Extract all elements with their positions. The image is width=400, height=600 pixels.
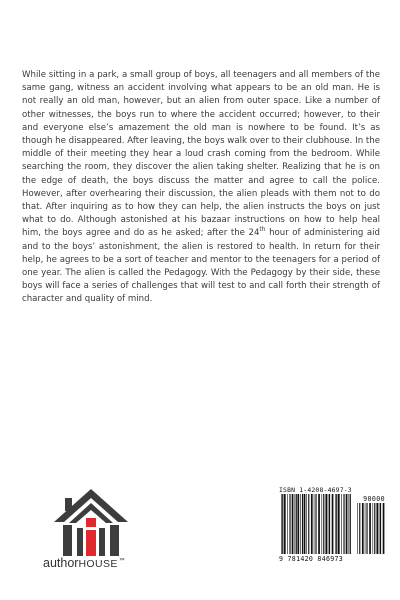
price-code: 90000 (363, 495, 385, 503)
barcode-bar (292, 494, 294, 554)
barcode-bar (315, 494, 316, 554)
barcode-bar (322, 494, 323, 554)
barcode-bar (359, 503, 360, 554)
barcode-bar (325, 494, 327, 554)
barcode-bar (383, 503, 385, 554)
barcode-bar (302, 494, 303, 554)
barcode-bar (297, 494, 299, 554)
barcode-bar (304, 494, 306, 554)
barcode-bar (306, 494, 307, 554)
house-logo-icon (46, 486, 136, 556)
barcode-bar (350, 494, 351, 554)
ordinal-superscript: th (259, 226, 266, 234)
description-text-end: hour of administering aid and to the boys’ astonishment, the alien is restored to health. In return for their help, he agrees to be a sort of teacher and mentor to the teenagers for a period of one year. The alien is called the Pedagogy. With the Pedagogy by their side, these boys will face a series of challenges that will test to and call forth their strength of character and quality of mind. (22, 228, 380, 305)
barcode-bar (349, 494, 350, 554)
barcode-bar (346, 494, 348, 554)
ean-digits: 9 781420 846973 (279, 555, 344, 563)
barcode-bar (379, 503, 380, 554)
barcode-area (279, 486, 387, 570)
barcode-bar (362, 503, 364, 554)
barcode-bar (296, 494, 297, 554)
barcode-bar (374, 503, 375, 554)
barcode-bar (373, 503, 374, 554)
barcode-bar (323, 494, 324, 554)
barcode-bar (376, 503, 378, 554)
publisher-name: authorHOUSE™ (43, 556, 125, 570)
barcode-bar (295, 494, 296, 554)
barcode-bar (329, 494, 330, 554)
barcode-bar (289, 494, 290, 554)
barcode-bar (281, 494, 282, 554)
barcode-bar (343, 494, 344, 554)
barcode-bar (332, 494, 334, 554)
barcode-bar (357, 503, 358, 554)
isbn-label: ISBN 1-4208-4697-3 (279, 486, 352, 494)
barcode-bar (311, 494, 313, 554)
book-description (22, 69, 380, 307)
barcode-bar (300, 494, 301, 554)
barcode-bar (366, 503, 367, 554)
barcode-bars (279, 494, 387, 554)
barcode-bar (308, 494, 309, 554)
barcode-bar (287, 494, 288, 554)
barcode-bar (318, 494, 320, 554)
barcode-bar (336, 494, 337, 554)
description-text: While sitting in a park, a small group of boys, all teenagers and all members of the same gang, witness an accident involving what appears to be an old man. He is not really an old man, however, but an alien from outer space. Like a number of other witnesses, the boys run to where the accident occurred; however, to their and everyone else’s amazement the old man is nowhere to be found. It’s as though he disappeared. After leaving, the boys walk over to their clubhouse. In the middle of their meeting they hear a loud crash coming from the bedroom. While searching the room, they discover the alien taking shelter. Realizing that he is on the edge of death, the boys discuss the matter and agree to call the police. However, after overhearing their discussion, the alien pleads with them not to do that. After inquiring as to how they can help, the alien instructs the boys on just what to do. Although astonished at his bazaar instructions on how to help heal him, the boys agree and do as he asked; after the 24 (22, 70, 380, 239)
barcode-bar (380, 503, 381, 554)
barcode-bar (282, 494, 283, 554)
barcode-bar (328, 494, 329, 554)
barcode-bar (365, 503, 366, 554)
barcode-bar (335, 494, 336, 554)
barcode-bar (284, 494, 286, 554)
barcode-bar (314, 494, 315, 554)
barcode-bar (338, 494, 340, 554)
barcode-bar (341, 494, 342, 554)
barcode-bar (369, 503, 371, 554)
